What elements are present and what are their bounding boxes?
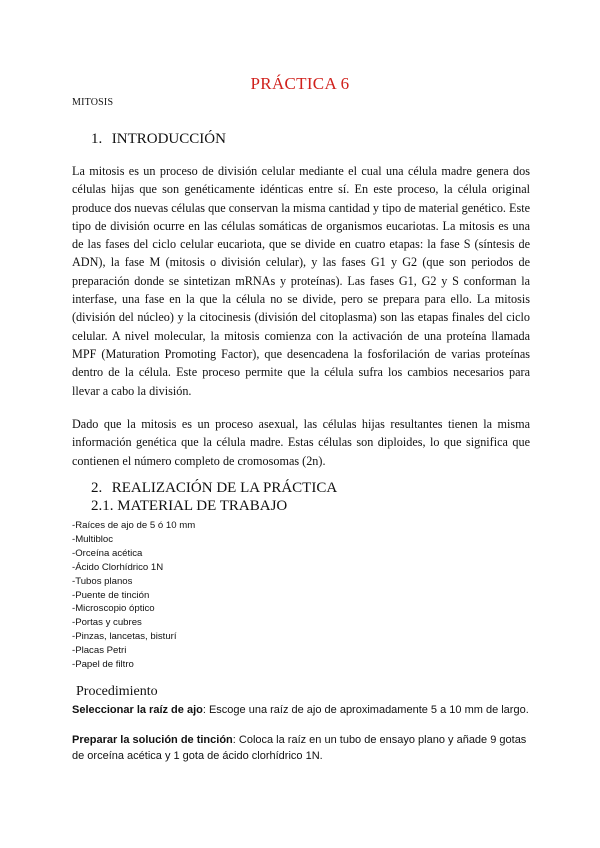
list-item: -Tubos planos <box>72 575 133 587</box>
procedure-step <box>72 703 530 719</box>
step-text: : Escoge una raíz de ajo de aproximadamente 5 a 10 mm de largo. <box>202 704 529 716</box>
list-item: -Puente de tinción <box>72 589 150 601</box>
step-label: Seleccionar la raíz de ajo <box>72 704 203 716</box>
materials-list <box>72 519 195 672</box>
list-item: -Portas y cubres <box>72 617 142 629</box>
procedure-step <box>72 733 530 764</box>
section-title: REALIZACIÓN DE LA PRÁCTICA <box>111 480 338 496</box>
page-title: PRÁCTICA 6 <box>250 74 350 93</box>
list-item: -Papel de filtro <box>72 659 134 671</box>
section-heading-introduccion <box>91 131 226 148</box>
step-label: Preparar la solución de tinción <box>72 734 233 746</box>
section-number: 1. <box>91 131 103 147</box>
list-item: -Pinzas, lancetas, bisturí <box>72 631 177 643</box>
procedure-heading: Procedimiento <box>76 684 158 699</box>
list-item: -Multibloc <box>72 533 114 545</box>
section-title: INTRODUCCIÓN <box>111 131 226 147</box>
step-text: : Coloca la raíz en un tubo de ensayo plano y añade 9 gotas de orceína acética y 1 gota de ácido clorhídrico 1N. <box>72 734 527 762</box>
list-item: -Raíces de ajo de 5 ó 10 mm <box>72 520 196 531</box>
intro-paragraph-1: La mitosis es un proceso de división celular mediante el cual una célula madre genera dos células hijas que son genéticamente idénticas entre sí. En este proceso, la célula original produce dos nuevas células que conservan la misma cantidad y tipo de material genético. Este tipo de división ocurre en las células somáticas de organismos eucariotas. La mitosis es una de las fases del ciclo celular eucariota, que se divide en cuatro etapas: la fase S (síntesis de ADN), la fase M (mitosis o división celular), y las fases G1 y G2 (que son periodos de preparación donde se sintetizan mRNAs y proteínas). Las fases G1, G2 y S conforman la interfase, una fase en la que la célula no se divide, pero se prepara para ello. La mitosis (división del núcleo) y la citocinesis (división del citoplasma) son las etapas finales del ciclo celular. A nivel molecular, la mitosis comienza con la activación de una proteína llamada MPF (Maturation Promoting Factor), que desencadena la fosforilación de varias proteínas dentro de la célula. Este proceso permite que la célula sufra los cambios necesarios para llevar a cabo la división. <box>72 164 530 398</box>
section-number: 2. <box>91 480 103 496</box>
list-item: -Ácido Clorhídrico 1N <box>72 561 164 573</box>
list-item: -Orceína acética <box>72 547 143 559</box>
section-heading-realizacion <box>91 480 337 497</box>
page-subtitle: MITOSIS <box>72 97 114 108</box>
subsection-heading-material: 2.1. MATERIAL DE TRABAJO <box>91 498 288 514</box>
list-item: -Placas Petri <box>72 645 127 657</box>
intro-paragraph-2: Dado que la mitosis es un proceso asexual, las células hijas resultantes tienen la misma información genética que la célula madre. Estas células son diploides, lo que significa que contienen el número completo de cromosomas (2n). <box>72 417 530 468</box>
list-item: -Microscopio óptico <box>72 603 155 615</box>
